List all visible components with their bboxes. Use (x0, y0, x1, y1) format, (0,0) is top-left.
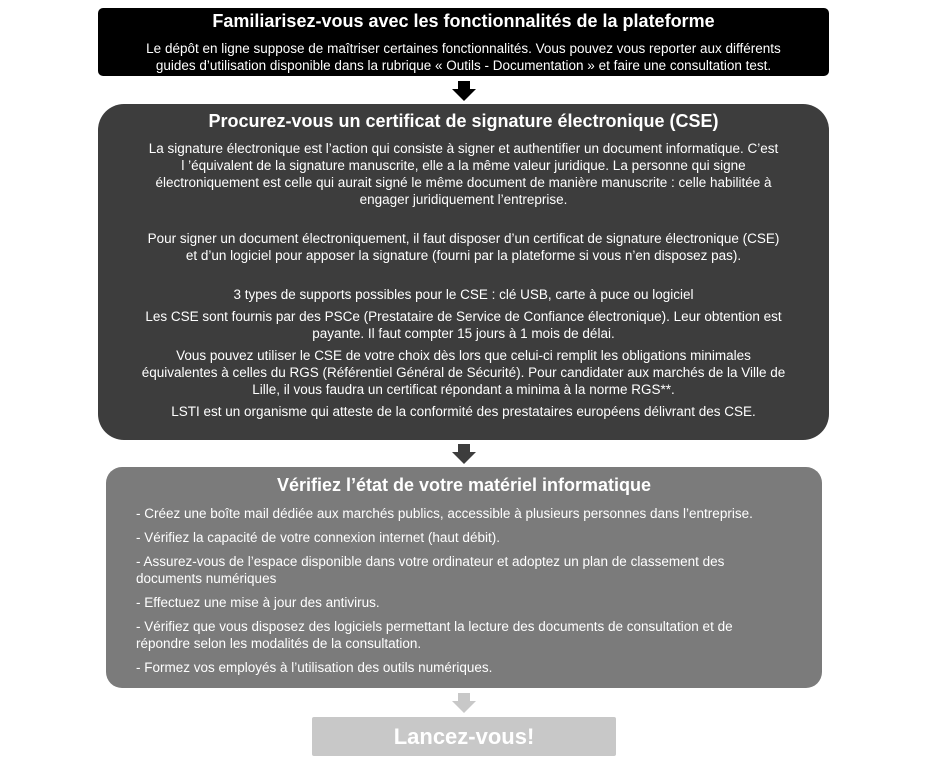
step-3-box (106, 467, 822, 688)
step-2-text: Pour signer un document électroniquement, il faut disposer d’un certificat de signature électronique (CSE) (147, 231, 780, 246)
step-2-text: et d’un logiciel pour apposer la signature (fourni par la plateforme si vous n’en disposez pas). (185, 248, 742, 263)
step-2-box (98, 104, 829, 440)
step-2-text: équivalentes à celles du RGS (Référentiel Général de Sécurité). Pour candidater aux marchés de la Ville de (141, 365, 786, 380)
step-3-title: Vérifiez l’état de votre matériel informatique (276, 475, 652, 495)
down-arrow-icon (452, 81, 476, 101)
step-2-text: Lille, il vous faudra un certificat répondant a minima à la norme RGS**. (252, 382, 675, 397)
step-2-title: Procurez-vous un certificat de signature électronique (CSE) (208, 111, 719, 131)
down-arrow-icon (452, 693, 476, 713)
step-1-line: guides d’utilisation disponible dans la rubrique « Outils - Documentation » et faire une consultation test. (155, 58, 772, 73)
step-2-text: électroniquement est celle qui aurait signé le même document de manière manuscrite : celle habilitée à (155, 175, 772, 190)
list-item: - Vérifiez que vous disposez des logiciels permettant la lecture des documents de consultation et de répondre selon les modalités de la consultation. (136, 619, 733, 651)
list-item: - Assurez-vous de l’espace disponible dans votre ordinateur et adoptez un plan de classement des documents numériques (136, 554, 725, 586)
step-1-box (98, 8, 829, 76)
step-2-text: payante. Il faut compter 15 jours à 1 mois de délai. (312, 326, 615, 341)
step-2-text: l ’équivalent de la signature manuscrite, elle a la même valeur juridique. La personne qui signe (181, 158, 746, 173)
launch-box (312, 717, 616, 756)
step-2-text: engager juridiquement l’entreprise. (359, 192, 568, 207)
list-item: - Effectuez une mise à jour des antivirus. (136, 595, 380, 610)
step-1-title: Familiarisez-vous avec les fonctionnalités de la plateforme (212, 11, 715, 31)
step-2-text: 3 types de supports possibles pour le CSE : clé USB, carte à puce ou logiciel (233, 287, 694, 302)
launch-label: Lancez-vous! (393, 724, 535, 749)
step-2-text: Vous pouvez utiliser le CSE de votre choix dès lors que celui-ci remplit les obligations minimales (176, 348, 751, 363)
down-arrow-icon (452, 444, 476, 464)
step-2-text: La signature électronique est l’action qui consiste à signer et authentifier un document informatique. C’est (148, 141, 779, 156)
list-item: - Vérifiez la capacité de votre connexion internet (haut débit). (136, 530, 500, 545)
step-1-line: Le dépôt en ligne suppose de maîtriser certaines fonctionnalités. Vous pouvez vous reporter aux différents (146, 41, 781, 56)
list-item: - Créez une boîte mail dédiée aux marchés publics, accessible à plusieurs personnes dans l’entreprise. (136, 506, 753, 521)
list-item: - Formez vos employés à l’utilisation des outils numériques. (136, 660, 493, 675)
step-2-text: LSTI est un organisme qui atteste de la conformité des prestataires européens délivrant des CSE. (171, 404, 756, 419)
step-2-text: Les CSE sont fournis par des PSCe (Prestataire de Service de Confiance électronique). Leur obtention est (145, 309, 782, 324)
step-3-list (106, 505, 822, 676)
